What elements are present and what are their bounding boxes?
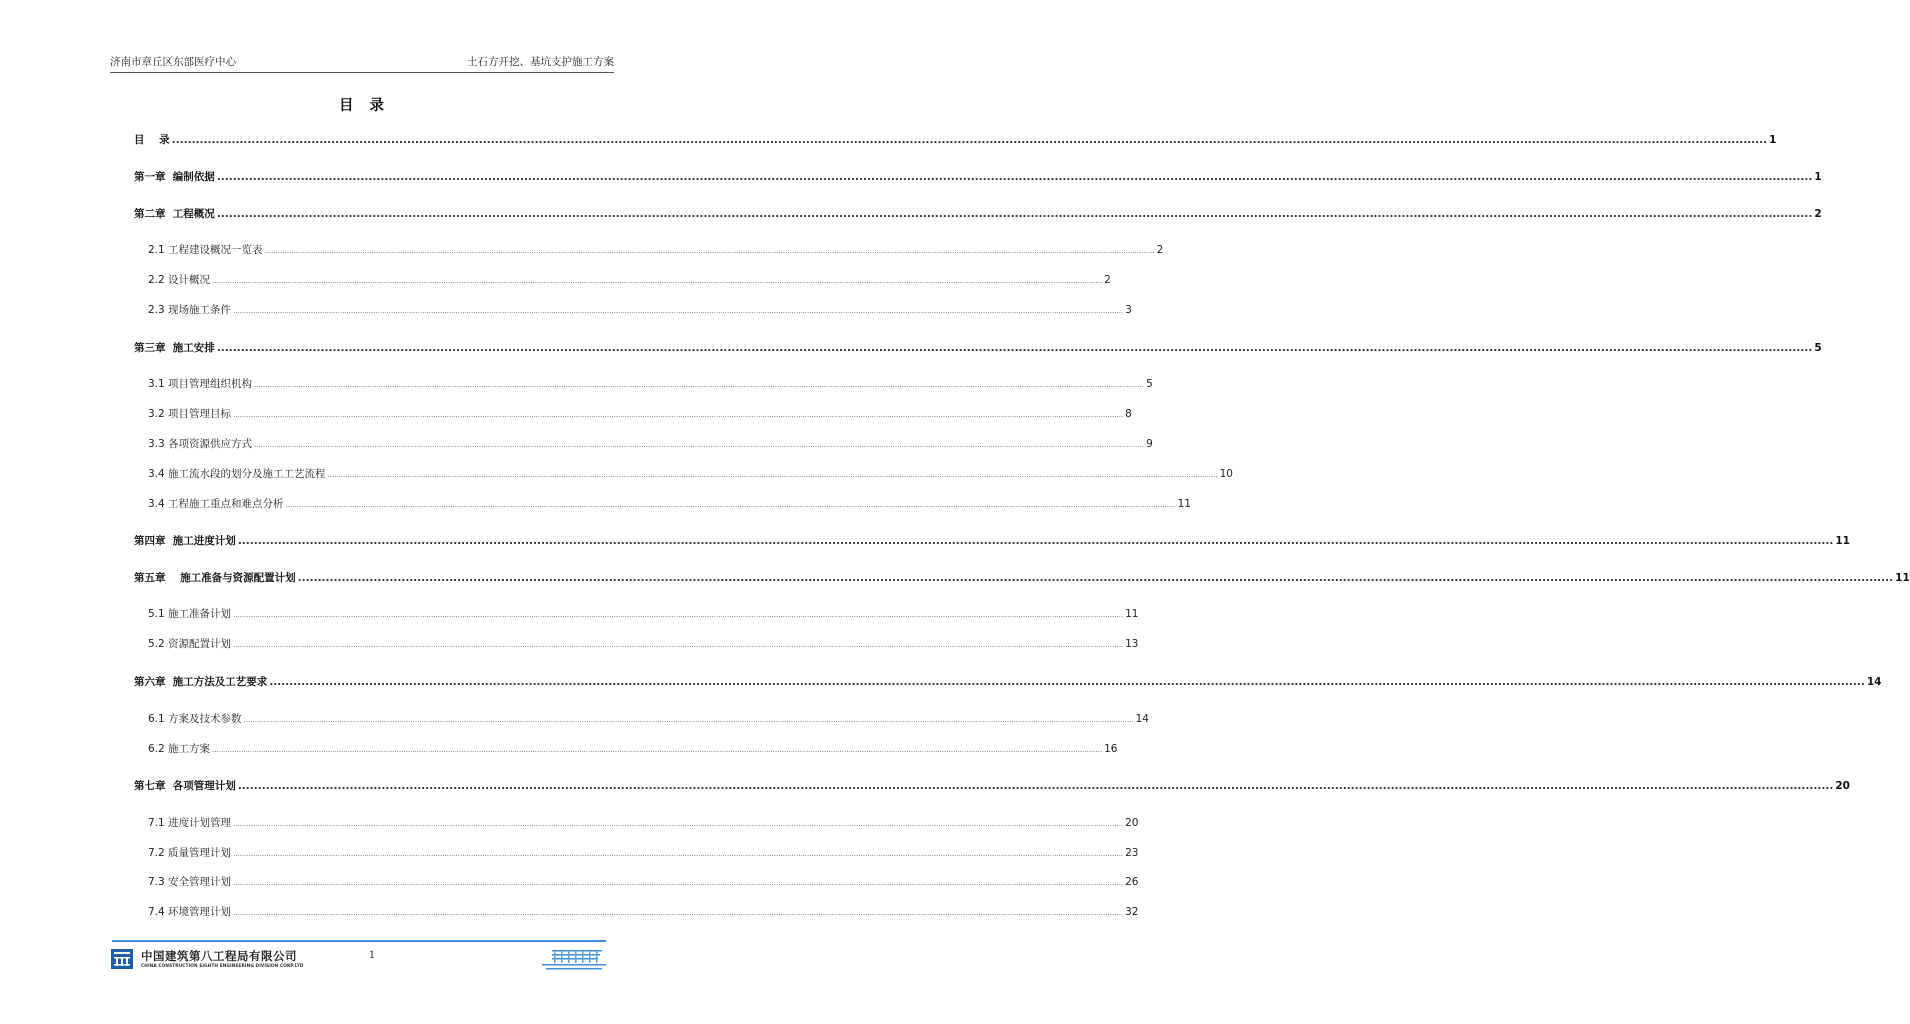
toc-entry-page: 11 xyxy=(1125,608,1139,620)
toc-section-entry[interactable] xyxy=(148,376,1153,392)
toc-entry-page: 5 xyxy=(1814,342,1822,354)
toc-entry-label: 5.1 施工准备计划 xyxy=(148,608,232,620)
toc-entry-page: 32 xyxy=(1125,906,1139,918)
header-row xyxy=(110,54,614,70)
toc-entry-page: 1 xyxy=(1814,171,1822,183)
toc-section-entry[interactable] xyxy=(148,741,1118,757)
footer-divider xyxy=(112,940,606,942)
toc-entry-label: 目 录 xyxy=(134,134,170,146)
toc-dot-leader: ................................................................................................................................................................................................................................................................................................................................................................................................................ xyxy=(216,342,1813,354)
toc-section-entry[interactable] xyxy=(148,815,1139,831)
toc-section-entry[interactable] xyxy=(148,436,1153,452)
toc-chapter-entry[interactable] xyxy=(134,132,1777,148)
company-name-en: CHINA CONSTRUCTION EIGHTH ENGINEERING DIVISION CORP.LTD xyxy=(141,964,304,969)
company-name-cn: 中国建筑第八工程局有限公司 xyxy=(141,949,297,963)
toc-dot-leader: ................................................................................................................................................................................................................................................................................................................................................................................................................ xyxy=(233,850,1124,858)
toc-entry-label: 2.2 设计概况 xyxy=(148,274,211,286)
toc-entry-page: 2 xyxy=(1814,208,1822,220)
toc-chapter-entry[interactable] xyxy=(134,674,1882,690)
toc-section-entry[interactable] xyxy=(148,406,1132,422)
toc-entry-label: 3.4 施工流水段的划分及施工工艺流程 xyxy=(148,468,326,480)
toc-entry-page: 20 xyxy=(1125,817,1139,829)
toc-section-entry[interactable] xyxy=(148,904,1139,920)
toc-section-entry[interactable] xyxy=(148,711,1149,727)
toc-section-entry[interactable] xyxy=(148,874,1139,890)
toc-chapter-entry[interactable] xyxy=(134,340,1822,356)
toc-entry-page: 13 xyxy=(1125,638,1139,650)
toc-dot-leader: ................................................................................................................................................................................................................................................................................................................................................................................................................ xyxy=(327,471,1218,479)
toc-dot-leader: ................................................................................................................................................................................................................................................................................................................................................................................................................ xyxy=(233,909,1124,917)
toc-entry-label: 第三章 施工安排 xyxy=(134,342,215,354)
toc-entry-label: 3.2 项目管理目标 xyxy=(148,408,232,420)
toc-entry-label: 第二章 工程概况 xyxy=(134,208,215,220)
toc-chapter-entry[interactable] xyxy=(134,169,1822,185)
toc-entry-page: 3 xyxy=(1125,304,1132,316)
toc-entry-page: 11 xyxy=(1895,572,1910,584)
toc-entry-label: 第一章 编制依据 xyxy=(134,171,215,183)
toc-section-entry[interactable] xyxy=(148,496,1191,512)
toc-entry-page: 14 xyxy=(1866,676,1882,688)
toc-section-entry[interactable] xyxy=(148,242,1164,258)
toc-section-entry[interactable] xyxy=(148,636,1139,652)
header-document-title: 土石方开挖、基坑支护施工方案 xyxy=(467,56,614,68)
toc-entry-label: 3.4 工程施工重点和难点分析 xyxy=(148,498,284,510)
toc-dot-leader: ................................................................................................................................................................................................................................................................................................................................................................................................................ xyxy=(233,641,1124,649)
toc-title: 目 录 xyxy=(338,98,386,114)
toc-dot-leader: ................................................................................................................................................................................................................................................................................................................................................................................................................ xyxy=(233,307,1124,315)
toc-dot-leader: ................................................................................................................................................................................................................................................................................................................................................................................................................ xyxy=(269,676,1865,688)
toc-dot-leader: ................................................................................................................................................................................................................................................................................................................................................................................................................ xyxy=(237,780,1834,792)
toc-dot-leader: ................................................................................................................................................................................................................................................................................................................................................................................................................ xyxy=(233,611,1124,619)
toc-entry-page: 14 xyxy=(1135,713,1149,725)
toc-entry-page: 20 xyxy=(1835,780,1850,792)
toc-entry-label: 第六章 施工方法及工艺要求 xyxy=(134,676,268,688)
toc-entry-page: 11 xyxy=(1835,535,1850,547)
toc-chapter-entry[interactable] xyxy=(134,778,1850,794)
toc-dot-leader: ................................................................................................................................................................................................................................................................................................................................................................................................................ xyxy=(285,501,1176,509)
toc-section-entry[interactable] xyxy=(148,845,1139,861)
toc-chapter-entry[interactable] xyxy=(134,206,1822,222)
toc-entry-page: 8 xyxy=(1125,408,1132,420)
toc-entry-label: 7.3 安全管理计划 xyxy=(148,876,232,888)
toc-entry-label: 第七章 各项管理计划 xyxy=(134,780,236,792)
toc-section-entry[interactable] xyxy=(148,606,1139,622)
toc-entry-label: 7.1 进度计划管理 xyxy=(148,817,232,829)
toc-entry-page: 16 xyxy=(1104,743,1118,755)
toc-dot-leader: ................................................................................................................................................................................................................................................................................................................................................................................................................ xyxy=(233,411,1124,419)
header-divider xyxy=(110,72,614,73)
page-number: 1 xyxy=(368,950,376,961)
toc-dot-leader: ................................................................................................................................................................................................................................................................................................................................................................................................................ xyxy=(212,746,1103,754)
toc-dot-leader: ................................................................................................................................................................................................................................................................................................................................................................................................................ xyxy=(254,381,1145,389)
toc-dot-leader: ................................................................................................................................................................................................................................................................................................................................................................................................................ xyxy=(233,820,1124,828)
header-project-name: 济南市章丘区东部医疗中心 xyxy=(110,56,236,68)
toc-dot-leader: ................................................................................................................................................................................................................................................................................................................................................................................................................ xyxy=(264,247,1155,255)
toc-dot-leader: ................................................................................................................................................................................................................................................................................................................................................................................................................ xyxy=(254,441,1145,449)
toc-entry-page: 2 xyxy=(1104,274,1111,286)
toc-entry-label: 第五章 施工准备与资源配置计划 xyxy=(134,572,296,584)
toc-entry-label: 5.2 资源配置计划 xyxy=(148,638,232,650)
toc-entry-label: 6.1 方案及技术参数 xyxy=(148,713,242,725)
toc-dot-leader: ................................................................................................................................................................................................................................................................................................................................................................................................................ xyxy=(243,716,1134,724)
toc-entry-page: 1 xyxy=(1769,134,1777,146)
toc-dot-leader: ................................................................................................................................................................................................................................................................................................................................................................................................................ xyxy=(212,277,1103,285)
toc-entry-page: 26 xyxy=(1125,876,1139,888)
toc-entry-label: 7.2 质量管理计划 xyxy=(148,847,232,859)
toc-entry-page: 11 xyxy=(1177,498,1191,510)
toc-entry-label: 6.2 施工方案 xyxy=(148,743,211,755)
toc-dot-leader: ................................................................................................................................................................................................................................................................................................................................................................................................................ xyxy=(237,535,1834,547)
toc-dot-leader: ................................................................................................................................................................................................................................................................................................................................................................................................................ xyxy=(297,572,1894,584)
toc-entry-page: 23 xyxy=(1125,847,1139,859)
toc-entry-label: 7.4 环境管理计划 xyxy=(148,906,232,918)
toc-section-entry[interactable] xyxy=(148,272,1111,288)
toc-entry-page: 10 xyxy=(1219,468,1233,480)
toc-entry-page: 9 xyxy=(1146,438,1153,450)
toc-entry-page: 5 xyxy=(1146,378,1153,390)
toc-chapter-entry[interactable] xyxy=(134,533,1850,549)
toc-chapter-entry[interactable] xyxy=(134,570,1910,586)
building-graphic-icon xyxy=(542,949,606,971)
toc-section-entry[interactable] xyxy=(148,302,1132,318)
toc-entry-label: 2.1 工程建设概况一览表 xyxy=(148,244,263,256)
toc-dot-leader: ................................................................................................................................................................................................................................................................................................................................................................................................................ xyxy=(233,879,1124,887)
toc-entry-label: 3.3 各项资源供应方式 xyxy=(148,438,253,450)
toc-dot-leader: ................................................................................................................................................................................................................................................................................................................................................................................................................ xyxy=(216,171,1813,183)
toc-dot-leader: ................................................................................................................................................................................................................................................................................................................................................................................................................ xyxy=(216,208,1813,220)
toc-section-entry[interactable] xyxy=(148,466,1233,482)
toc-entry-label: 2.3 现场施工条件 xyxy=(148,304,232,316)
toc-entry-label: 3.1 项目管理组织机构 xyxy=(148,378,253,390)
toc-entry-page: 2 xyxy=(1156,244,1164,256)
toc-entry-label: 第四章 施工进度计划 xyxy=(134,535,236,547)
toc-dot-leader: ................................................................................................................................................................................................................................................................................................................................................................................................................ xyxy=(171,134,1768,146)
